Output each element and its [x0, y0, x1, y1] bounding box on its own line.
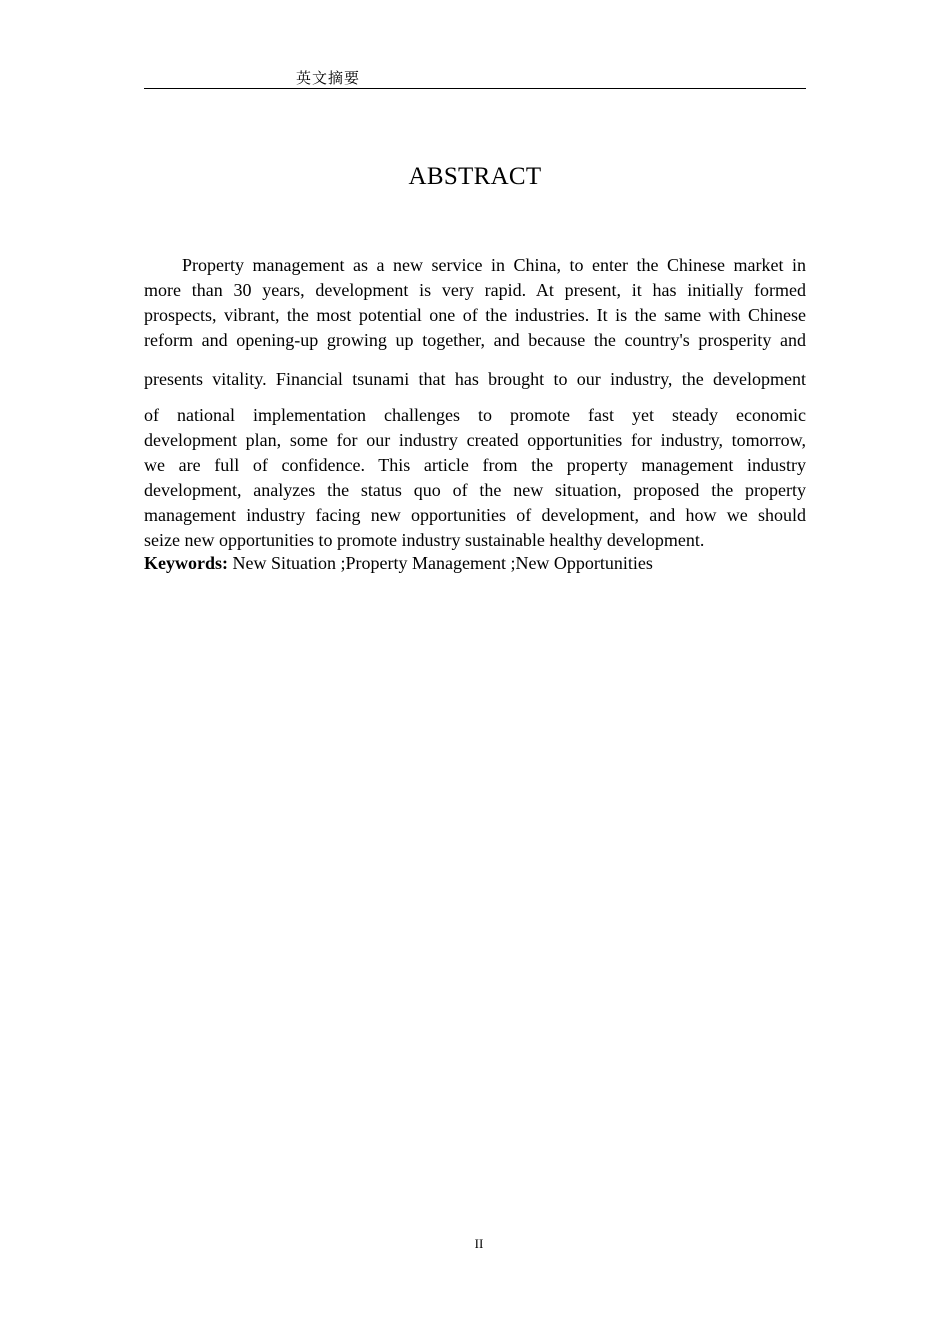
paragraph-line: more than 30 years, development is very rapid. At present, it has initially formed [144, 280, 806, 300]
keywords-text: New Situation ;Property Management ;New Opportunities [228, 553, 653, 573]
keywords-line [144, 551, 806, 576]
paragraph-line: seize new opportunities to promote industry sustainable healthy development. [144, 530, 705, 550]
paragraph-line: development plan, some for our industry created opportunities for industry, tomorrow, [144, 430, 806, 450]
paragraph-line: development, analyzes the status quo of the new situation, proposed the property [144, 480, 806, 500]
paragraph-line: of national implementation challenges to promote fast yet steady economic [144, 405, 806, 425]
paragraph-line: presents vitality. Financial tsunami that has brought to our industry, the development [144, 369, 806, 389]
header-rule [144, 88, 806, 89]
running-header: 英文摘要 [296, 69, 361, 87]
page-number: II [474, 1236, 484, 1251]
paragraph-line: reform and opening-up growing up together, and because the country's prosperity and [144, 330, 806, 350]
paragraph-line: management industry facing new opportunities of development, and how we should [144, 505, 806, 525]
paragraph-line: we are full of confidence. This article from the property management industry [144, 455, 806, 475]
paragraph-line: Property management as a new service in China, to enter the Chinese market in [182, 255, 806, 275]
keywords-label: Keywords: [144, 553, 228, 573]
paragraph-line: prospects, vibrant, the most potential one of the industries. It is the same with Chinese [144, 305, 806, 325]
abstract-paragraph [144, 253, 806, 553]
abstract-title: ABSTRACT [408, 163, 542, 190]
